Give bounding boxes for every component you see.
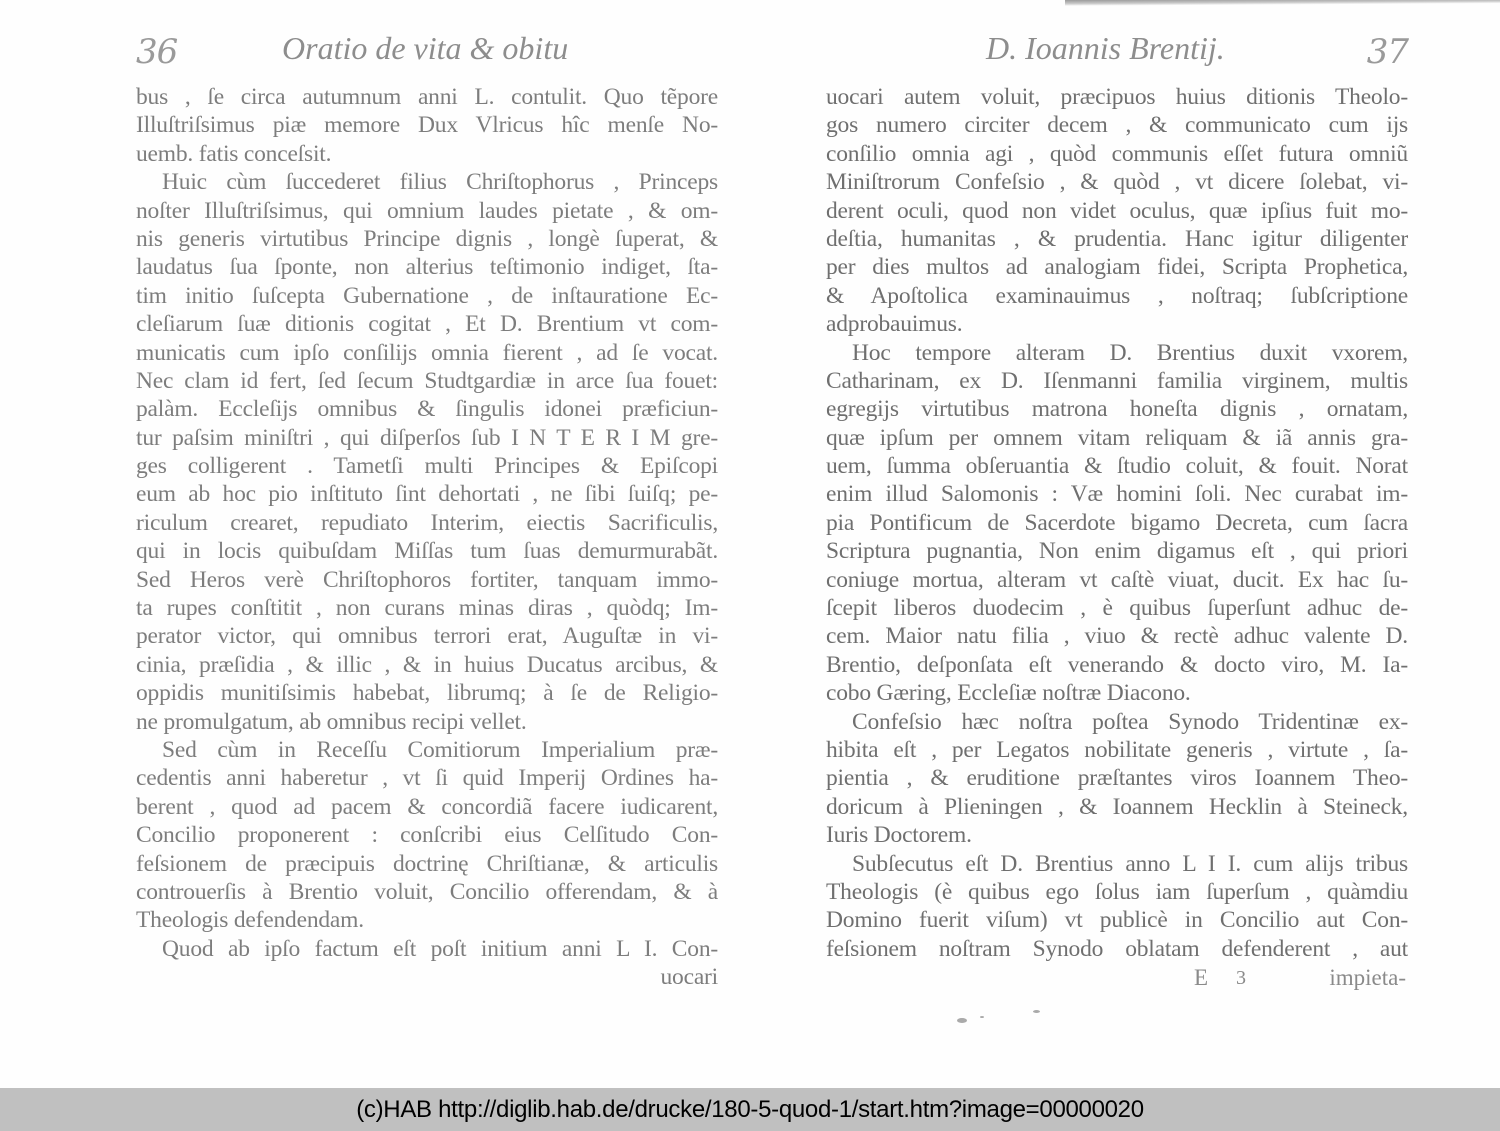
- text-line: tur paſsim miniſtri , qui diſperſos ſub I N T E R I M gre-: [136, 424, 718, 451]
- text-line: cedentis anni haberetur , vt ſi quid Imperij Ordines ha-: [136, 765, 718, 792]
- page-top-edge-shadow: [1065, 0, 1500, 6]
- text-line: uem, ſumma obſeruantia & ſtudio coluit, & fouit. Norat: [826, 453, 1408, 480]
- text-line: egregijs virtutibus matrona honeſta dignis , ornatam,: [826, 396, 1408, 423]
- text-line: laudatus ſua ſponte, non alterius teſtimonio indiget, ſta-: [136, 254, 718, 281]
- left-body-text: [136, 83, 718, 963]
- text-line: nis generis virtutibus Principe dignis , longè ſuperat, &: [136, 225, 718, 252]
- text-line: coniuge mortua, alteram vt caſtè viuat, ducit. Ex hac ſu-: [826, 566, 1408, 593]
- text-line: conſilio omnia agi , quòd communis eſſet futura omniũ: [826, 140, 1408, 167]
- ink-specks: [955, 1012, 1075, 1026]
- running-head-title: D. Ioannis Brentij.: [986, 30, 1225, 66]
- running-head-title: Oratio de vita & obitu: [282, 30, 569, 66]
- text-line: Huic cùm ſuccederet filius Chriſtophorus , Princeps: [162, 169, 718, 196]
- text-line: derent oculi, quod non videt oculus, quæ ipſius fuit mo-: [826, 197, 1408, 224]
- signature-mark: E: [1194, 965, 1209, 991]
- right-body-text: [826, 83, 1408, 963]
- right-page: [826, 28, 1408, 993]
- text-line: tim initio ſuſcepta Gubernatione , de inſtauratione Ec-: [136, 282, 718, 309]
- page-number: 36: [136, 32, 178, 72]
- text-line: Hoc tempore alteram D. Brentius duxit vxorem,: [852, 339, 1408, 366]
- text-line: oppidis munitiſsimis habebat, librumq; à ſe de Religio-: [136, 680, 718, 707]
- text-line: gos numero circiter decem , & communicato cum ijs: [826, 112, 1408, 139]
- text-line: cem. Maior natu filia , viuo & rectè adhuc valente D.: [826, 623, 1408, 650]
- text-line: Catharinam, ex D. Iſenmanni familia virginem, multis: [826, 367, 1408, 394]
- right-running-head: [826, 28, 1408, 78]
- text-line: pientia , & eruditione præſtantes viros Ioannem Theo-: [826, 765, 1408, 792]
- text-line: deſtia, humanitas , & prudentia. Hanc igitur diligenter: [826, 225, 1408, 252]
- text-line: ta rupes conſtitit , non curans minas diras , quòdq; Im-: [136, 595, 718, 622]
- text-line: municatis cum ipſo conſilijs omnia fierent , ad ſe vocat.: [136, 339, 718, 366]
- text-line: Sed cùm in Receſſu Comitiorum Imperialium præ-: [162, 736, 718, 763]
- text-line: cobo Gæring, Eccleſiæ noſtræ Diacono.: [826, 680, 1191, 707]
- text-line: uemb. fatis conceſsit.: [136, 140, 332, 167]
- text-line: feſsionem noſtram Synodo oblatam defenderent , aut: [826, 935, 1408, 962]
- text-line: quæ ipſum per omnem vitam reliquam & iã annis gra-: [826, 424, 1408, 451]
- page-number: 37: [1366, 32, 1408, 72]
- text-line: Concilio proponerent : conſcribi eius Celſitudo Con-: [136, 822, 718, 849]
- text-line: Theologis (è quibus ego ſolus iam ſuperſum , quàmdiu: [826, 878, 1408, 905]
- text-line: berent , quod ad pacem & concordiã facere iudicarent,: [136, 793, 718, 820]
- left-page: [136, 28, 718, 992]
- text-line: Theologis defendendam.: [136, 907, 364, 934]
- text-line: ſcepit liberos duodecim , è quibus ſuperſunt adhuc de-: [826, 595, 1408, 622]
- text-line: ges colligerent . Tametſi multi Principes & Epiſcopi: [136, 453, 718, 480]
- text-line: Brentio, deſponſata eſt venerando & docto viro, M. Ia-: [826, 651, 1408, 678]
- text-line: eum ab hoc pio inſtituto ſint dehortati , ne ſibi ſuiſq; pe-: [136, 481, 718, 508]
- text-line: hibita eſt , per Legatos nobilitate generis , virtute , ſa-: [826, 736, 1408, 763]
- text-line: & Apoſtolica examinauimus , noſtraq; ſubſcriptione: [826, 282, 1408, 309]
- text-line: Scriptura pugnantia, Non enim digamus eſt , qui priori: [826, 538, 1408, 565]
- text-line: ne promulgatum, ab omnibus recipi vellet.: [136, 708, 527, 735]
- text-line: perator victor, qui omnibus terrori erat, Auguſtæ in vi-: [136, 623, 718, 650]
- text-line: noſter Illuſtriſsimus, qui omnium laudes pietate , & om-: [136, 197, 718, 224]
- text-line: palàm. Eccleſijs omnibus & ſingulis idonei præficiun-: [136, 396, 718, 423]
- text-line: Quod ab ipſo factum eſt poſt initium anni L I. Con-: [162, 935, 718, 962]
- text-line: Domino fuerit viſum) vt publicè in Concilio aut Con-: [826, 907, 1408, 934]
- catchword: impieta-: [1329, 965, 1406, 991]
- text-line: riculum crearet, repudiato Interim, eiectis Sacrificulis,: [136, 509, 718, 536]
- text-line: Iuris Doctorem.: [826, 822, 972, 849]
- text-line: feſsionem de præcipuis doctrinę Chriſtianæ, & articulis: [136, 850, 718, 877]
- text-line: Nec clam id fert, ſed ſecum Studtgardiæ in arce ſua fouet:: [136, 367, 718, 394]
- text-line: pia Pontificum de Sacerdote bigamo Decreta, cum ſacra: [826, 509, 1408, 536]
- text-line: cinia, præſidia , & illic , & in huius Ducatus arcibus, &: [136, 651, 718, 678]
- text-line: uocari autem voluit, præcipuos huius ditionis Theolo-: [826, 84, 1408, 110]
- signature-number: 3: [1236, 967, 1246, 990]
- text-line: Illuſtriſsimus piæ memore Dux Vlricus hîc menſe No-: [136, 112, 718, 139]
- catchword: uocari: [660, 964, 718, 991]
- text-line: Subſecutus eſt D. Brentius anno L I I. cum alijs tribus: [852, 850, 1408, 877]
- text-line: adprobauimus.: [826, 311, 963, 338]
- copyright-url-text: (c)HAB http://diglib.hab.de/drucke/180-5-quod-1/start.htm?image=00000020: [356, 1095, 1144, 1123]
- text-line: doricum à Plieningen , & Ioannem Hecklin à Steineck,: [826, 793, 1408, 820]
- text-line: Miniſtrorum Confeſsio , & quòd , vt dicere ſolebat, vi-: [826, 169, 1408, 196]
- text-line: controuerſis à Brentio voluit, Concilio offerendam, & à: [136, 878, 718, 905]
- text-line: per dies multos ad analogiam fidei, Scripta Prophetica,: [826, 254, 1408, 281]
- text-line: qui in locis quibuſdam Miſſas tum ſuas demurmurabãt.: [136, 538, 718, 565]
- copyright-footer-bar: [0, 1088, 1500, 1131]
- left-running-head: [136, 28, 718, 78]
- text-line: Sed Heros verè Chriſtophoros fortiter, tanquam immo-: [136, 566, 718, 593]
- text-line: bus , ſe circa autumnum anni L. contulit. Quo tẽpore: [136, 84, 718, 110]
- text-line: cleſiarum ſuæ ditionis cogitat , Et D. Brentium vt com-: [136, 311, 718, 338]
- text-line: Confeſsio hæc noſtra poſtea Synodo Tridentinæ ex-: [852, 708, 1408, 735]
- text-line: enim illud Salomonis : Væ homini ſoli. Nec curabat im-: [826, 481, 1408, 508]
- page-foot: [826, 963, 1408, 993]
